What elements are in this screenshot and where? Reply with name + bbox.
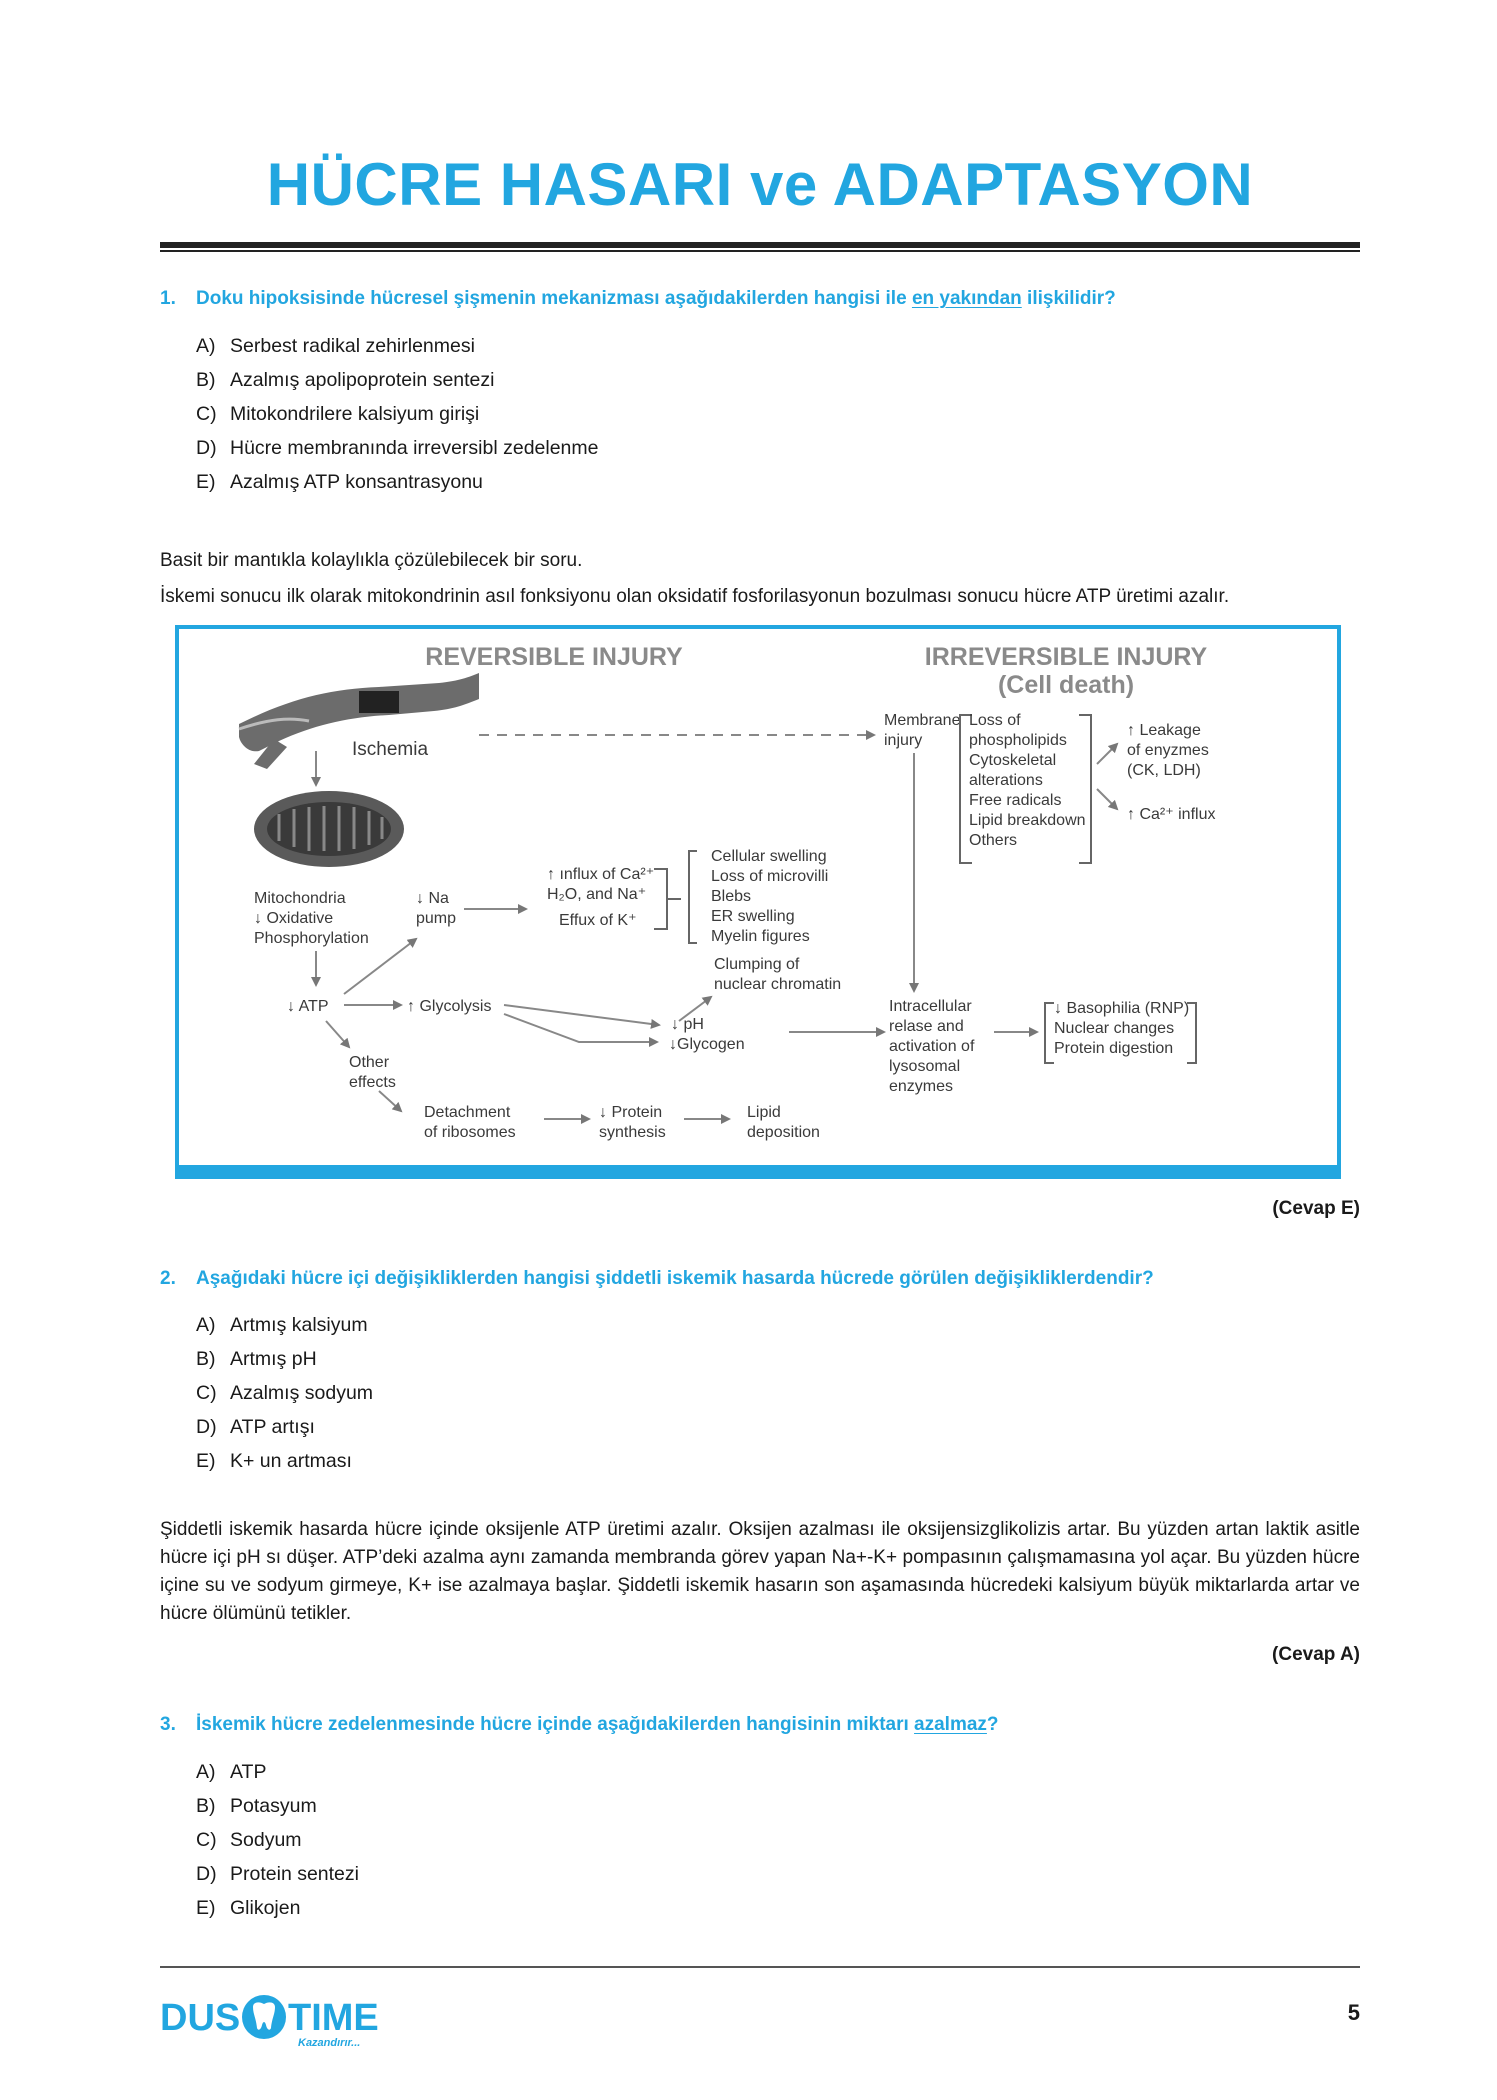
option-d (196, 1857, 359, 1891)
bracket-loss-right (1079, 715, 1091, 863)
option-text: Artmış pH (230, 1348, 317, 1370)
label-lipid: Lipid (747, 1104, 781, 1121)
option-a (196, 1755, 359, 1789)
arrow-atp-napump (344, 939, 416, 994)
option-letter: E) (196, 1897, 216, 1919)
arrow-ca-influx (1097, 789, 1117, 809)
option-d (196, 1410, 373, 1444)
option-letter: E) (196, 1450, 216, 1472)
question-3 (160, 1714, 1360, 1736)
label-intracellular: Intracellular (889, 998, 972, 1015)
arrow-glycolysis-glycogen (504, 1014, 657, 1042)
label-phosphorylation: Phosphorylation (254, 930, 369, 947)
label-ck-ldh: (CK, LDH) (1127, 762, 1201, 779)
option-text: Glikojen (230, 1897, 301, 1919)
option-b (196, 1342, 373, 1376)
label-loss-microvilli: Loss of microvilli (711, 868, 829, 885)
label-cytoskeletal: Cytoskeletal (969, 752, 1057, 769)
question-underlined: azalmaz (914, 1714, 987, 1735)
label-protein: ↓ Protein (599, 1104, 663, 1121)
question-number: 1. (160, 288, 176, 309)
label-leakage: ↑ Leakage (1127, 722, 1201, 739)
option-letter: A) (196, 335, 216, 357)
question-3-options (196, 1755, 359, 1925)
logo-tagline: Kazandırır... (298, 2037, 361, 2049)
logo-text-dus: DUS (160, 1997, 241, 2039)
question-text: İskemik hücre zedelenmesinde hücre içinde aşağıdakilerden hangisinin miktarı (196, 1714, 915, 1735)
option-b (196, 363, 599, 397)
label-oxidative: ↓ Oxidative (254, 910, 334, 927)
option-e (196, 465, 599, 499)
label-loss-of: Loss of (969, 712, 1021, 729)
option-letter: B) (196, 369, 216, 391)
label-phospholipids: phospholipids (969, 732, 1067, 749)
label-myelin: Myelin figures (711, 928, 810, 945)
label-other: Other (349, 1054, 390, 1071)
question-number: 2. (160, 1268, 176, 1289)
option-text: Serbest radikal zehirlenmesi (230, 335, 475, 357)
option-text: Azalmış ATP konsantrasyonu (230, 471, 483, 493)
header-irreversible: IRREVERSIBLE INJURY (924, 643, 1208, 671)
page-title: HÜCRE HASARI ve ADAPTASYON (266, 151, 1254, 218)
option-text: ATP (230, 1761, 267, 1783)
question-1-options (196, 329, 599, 499)
question-underlined: en yakından (911, 288, 1022, 309)
label-activation: activation of (889, 1038, 975, 1055)
option-c (196, 1376, 373, 1410)
label-protein-digestion: Protein digestion (1054, 1040, 1174, 1057)
option-letter: D) (196, 1416, 217, 1438)
option-text: Mitokondrilere kalsiyum girişi (230, 403, 480, 425)
label-influx-ca: ↑ ınflux of Ca²⁺ (547, 866, 655, 883)
label-nuclear-changes: Nuclear changes (1054, 1020, 1175, 1037)
option-letter: A) (196, 1314, 216, 1336)
label-mitochondria: Mitochondria (254, 890, 346, 907)
title-rule-thin (160, 250, 1360, 252)
question-text: Aşağıdaki hücre içi değişikliklerden hangisi şiddetli iskemik hasarda hücrede görülen değişikliklerdendir? (196, 1268, 1154, 1289)
option-c (196, 1823, 359, 1857)
label-clumping: Clumping of (714, 956, 800, 973)
option-letter: D) (196, 437, 217, 459)
mitochondria-illustration (254, 791, 404, 867)
explanation-1-line-1: Basit bir mantıkla kolaylıkla çözülebilecek bir soru. (160, 550, 583, 571)
question-1 (160, 288, 1360, 310)
label-influx-h2o: H₂O, and Na⁺ (547, 886, 647, 903)
bracket-influx (654, 869, 667, 929)
question-2-options (196, 1308, 373, 1478)
option-letter: A) (196, 1761, 216, 1783)
answer-2: (Cevap A) (1272, 1644, 1360, 1665)
label-lipid-breakdown: Lipid breakdown (969, 812, 1086, 829)
dustime-logo (160, 1992, 380, 2052)
label-ca-influx: ↑ Ca²⁺ influx (1127, 806, 1216, 823)
injury-diagram (175, 625, 1341, 1179)
option-text: Potasyum (230, 1795, 317, 1817)
option-text: Azalmış sodyum (230, 1382, 374, 1404)
question-text-end: ilişkilidir? (1021, 288, 1116, 309)
option-text: Sodyum (230, 1829, 302, 1851)
label-detachment: Detachment (424, 1104, 511, 1121)
option-text: Protein sentezi (230, 1863, 359, 1885)
label-relase: relase and (889, 1018, 964, 1035)
option-letter: C) (196, 1382, 217, 1404)
option-e (196, 1891, 359, 1925)
explanation-1-line-2: İskemi sonucu ilk olarak mitokondrinin asıl fonksiyonu olan oksidatif fosforilasyonun bozulması sonucu hücre ATP üretimi azalır. (160, 586, 1230, 607)
label-glycogen: ↓Glycogen (669, 1036, 745, 1053)
bracket-swelling (689, 851, 697, 943)
option-b (196, 1789, 359, 1823)
option-c (196, 397, 599, 431)
label-er-swelling: ER swelling (711, 908, 795, 925)
label-ph: ↓ pH (671, 1016, 704, 1033)
option-text: Azalmış apolipoprotein sentezi (230, 369, 495, 391)
option-a (196, 1308, 373, 1342)
option-letter: D) (196, 1863, 217, 1885)
option-d (196, 431, 599, 465)
option-a (196, 329, 599, 363)
label-blebs: Blebs (711, 888, 752, 905)
question-text: Doku hipoksisinde hücresel şişmenin mekanizması aşağıdakilerden hangisi ile (196, 288, 912, 309)
label-of-enzymes: of enyzmes (1127, 742, 1209, 759)
label-membrane: Membrane (884, 712, 961, 729)
logo-text-time: TIME (288, 1997, 379, 2039)
label-enzymes: enzymes (889, 1078, 954, 1095)
option-text: Hücre membranında irreversibl zedelenme (230, 437, 599, 459)
option-letter: E) (196, 471, 216, 493)
tooth-icon (242, 1995, 286, 2039)
label-nuclear-chromatin: nuclear chromatin (714, 976, 842, 993)
header-reversible: REVERSIBLE INJURY (425, 643, 683, 671)
header-cell-death: (Cell death) (997, 671, 1135, 699)
label-atp: ↓ ATP (287, 998, 329, 1015)
option-letter: C) (196, 1829, 217, 1851)
explanation-2: Şiddetli iskemik hasarda hücre içinde oksijenle ATP üretimi azalır. Oksijen azalması ile oksijensizglikolizis artar. Bu yüzden artan laktik asitle hücre içi pH sı düşer. ATP’deki azalma aynı zamanda membranda görev yapan Na+-K+ pompasının çalışmamasına yol açar. Bu yüzden hücre içine su ve sodyum girmeye, K+ ise azalmaya başlar. Şiddetli iskemik hasarın son aşamasında hücredeki kalsiyum büyük miktarlarda artar ve hücre ölümünü tetikler. (160, 1519, 1360, 1624)
label-na-pump-2: pump (416, 910, 457, 927)
label-alterations: alterations (969, 772, 1043, 789)
label-na-pump-1: ↓ Na (416, 890, 449, 907)
question-number: 3. (160, 1714, 176, 1735)
title-rule-thick (160, 242, 1360, 248)
page-number: 5 (1347, 2000, 1360, 2025)
arrow-other-detachment (379, 1091, 401, 1111)
label-free-radicals: Free radicals (969, 792, 1062, 809)
label-synthesis: synthesis (599, 1124, 666, 1141)
question-text-end: ? (986, 1714, 999, 1735)
footer-rule (160, 1966, 1360, 1968)
option-text: Artmış kalsiyum (230, 1314, 368, 1336)
answer-1: (Cevap E) (1272, 1198, 1360, 1219)
label-others: Others (969, 832, 1018, 849)
question-2 (160, 1268, 1360, 1290)
option-letter: B) (196, 1348, 216, 1370)
arrow-atp-other (326, 1021, 349, 1047)
option-letter: C) (196, 403, 217, 425)
label-basophilia: ↓ Basophilia (RNP) (1054, 1000, 1190, 1017)
label-glycolysis: ↑ Glycolysis (407, 998, 492, 1015)
arrow-leakage (1097, 744, 1117, 764)
label-injury: injury (884, 732, 923, 749)
diagram-svg (179, 629, 1337, 1165)
option-letter: B) (196, 1795, 216, 1817)
label-deposition: deposition (747, 1124, 820, 1141)
label-effects: effects (349, 1074, 396, 1091)
option-text: K+ un artması (230, 1450, 352, 1472)
label-ribosomes: of ribosomes (424, 1124, 516, 1141)
label-efflux-k: Effux of K⁺ (559, 912, 637, 929)
option-e (196, 1444, 373, 1478)
label-cellular-swelling: Cellular swelling (711, 848, 827, 865)
label-lysosomal: lysosomal (889, 1058, 961, 1075)
label-ischemia: Ischemia (352, 739, 429, 760)
option-text: ATP artışı (230, 1416, 315, 1438)
bracket-baso-left (1045, 1003, 1054, 1063)
